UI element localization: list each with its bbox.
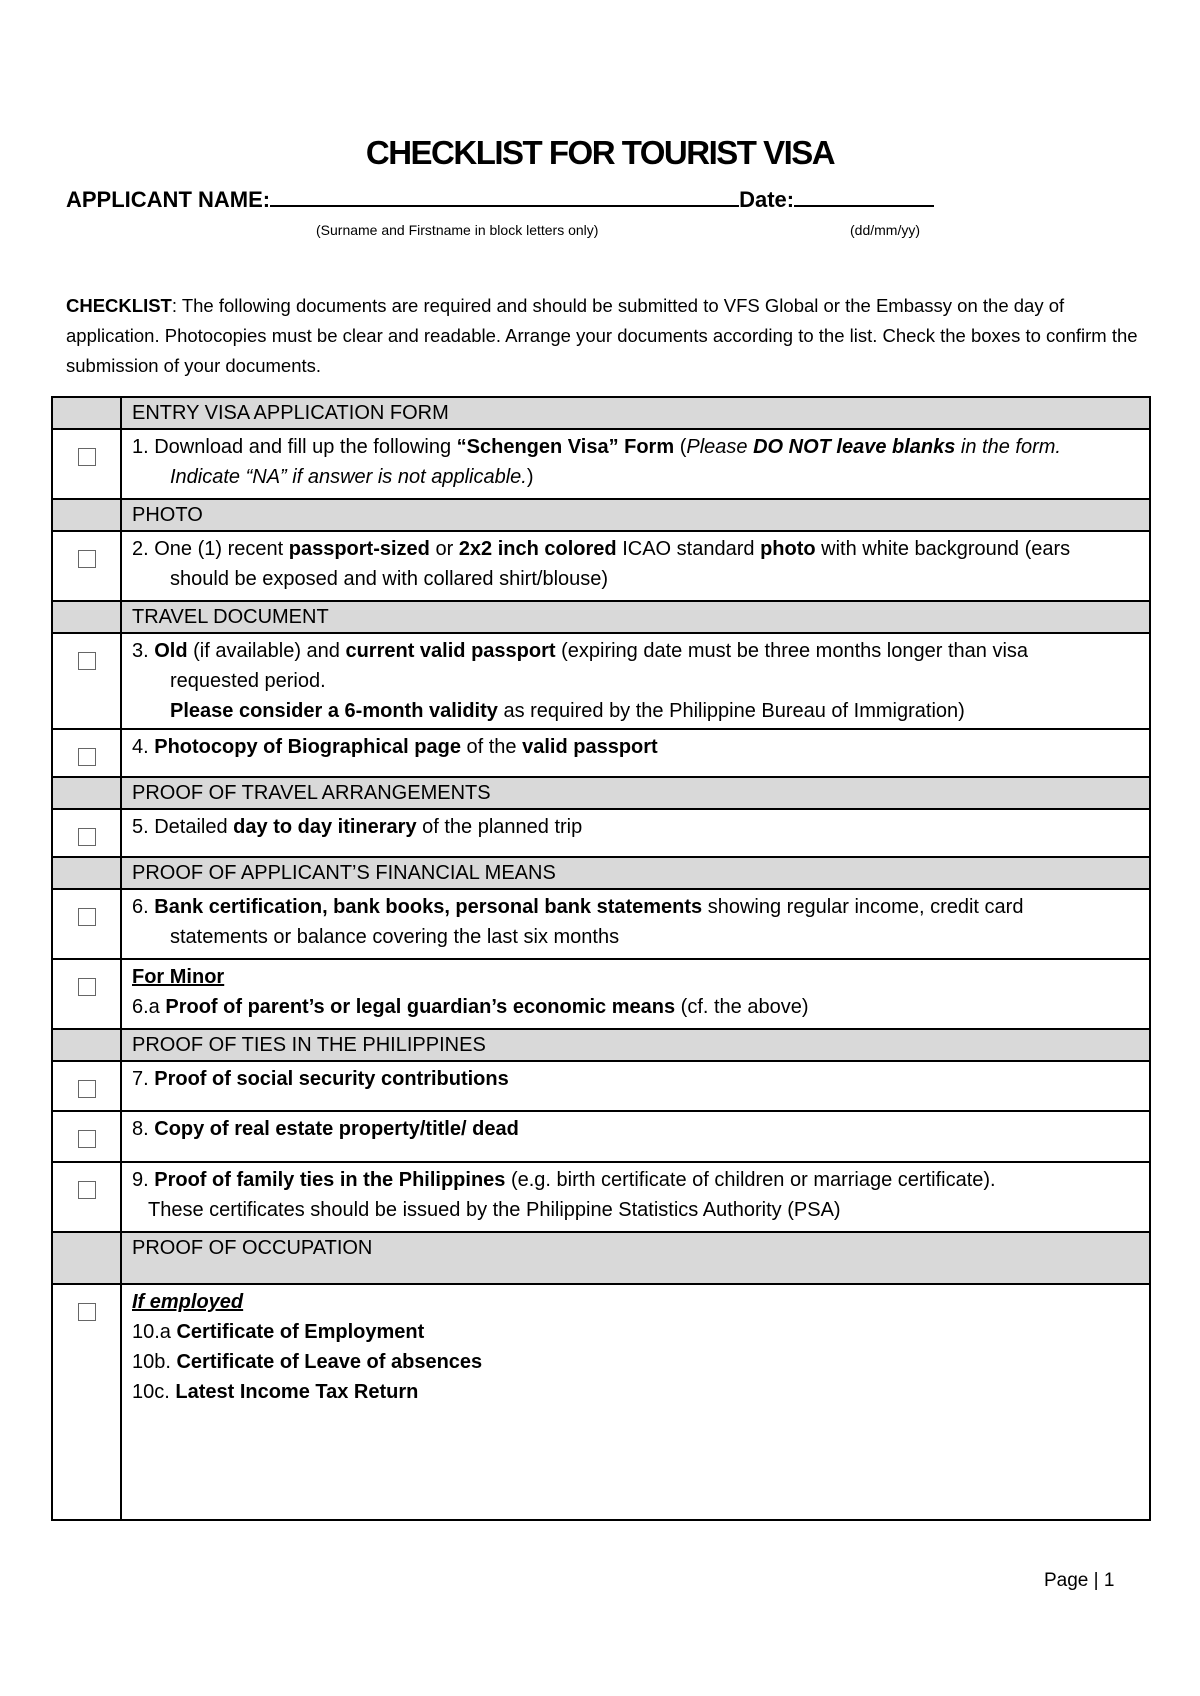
applicant-name-field[interactable]: [270, 185, 739, 207]
item-9-checkbox[interactable]: [78, 1181, 96, 1199]
section-row: [52, 397, 1150, 429]
section-row: [52, 1029, 1150, 1061]
section-financial-means: PROOF OF APPLICANT’S FINANCIAL MEANS: [121, 857, 1150, 889]
item-10-checkbox[interactable]: [78, 1303, 96, 1321]
item-5-checkbox[interactable]: [78, 828, 96, 846]
item-2-checkbox[interactable]: [78, 550, 96, 568]
intro-lead: CHECKLIST: [66, 295, 172, 316]
name-hint: (Surname and Firstname in block letters only): [316, 222, 599, 238]
checklist-intro: [66, 291, 1146, 381]
page-number: Page | 1: [1044, 1570, 1115, 1591]
item-1-checkbox[interactable]: [78, 448, 96, 466]
item-6-checkbox[interactable]: [78, 908, 96, 926]
item-3-text: 3. Old (if available) and current valid passport (expiring date must be three months longer than visa requested period. Please consider a 6-month validity as required by the Philippine Bureau of Immigration): [121, 633, 1150, 729]
checklist-item: [52, 1284, 1150, 1520]
item-6-text: 6. Bank certification, bank books, personal bank statements showing regular income, credit card statements or balance covering the last six months: [121, 889, 1150, 959]
checklist-item: [52, 959, 1150, 1029]
item-2-text: 2. One (1) recent passport-sized or 2x2 inch colored ICAO standard photo with white background (ears should be exposed and with collared shirt/blouse): [121, 531, 1150, 601]
item-9-text: 9. Proof of family ties in the Philippines (e.g. birth certificate of children or marriage certificate). These certificates should be issued by the Philippine Statistics Authority (PSA): [121, 1162, 1150, 1232]
item-7-checkbox[interactable]: [78, 1080, 96, 1098]
item-6a-checkbox[interactable]: [78, 978, 96, 996]
date-label: Date:: [739, 187, 795, 212]
item-3-checkbox[interactable]: [78, 652, 96, 670]
item-1-text: 1. Download and fill up the following “Schengen Visa” Form (Please DO NOT leave blanks in the form. Indicate “NA” if answer is not applicable.): [121, 429, 1150, 499]
section-ties-philippines: PROOF OF TIES IN THE PHILIPPINES: [121, 1029, 1150, 1061]
checklist-item: [52, 1061, 1150, 1111]
section-row: [52, 777, 1150, 809]
checklist-item: [52, 729, 1150, 777]
section-photo: PHOTO: [121, 499, 1150, 531]
intro-text: : The following documents are required and should be submitted to VFS Global or the Embassy on the day of application. Photocopies must be clear and readable. Arrange your documents according to the list. Check the boxes to confirm the submission of your documents.: [66, 295, 1138, 376]
section-row: [52, 1232, 1150, 1284]
applicant-row: [66, 185, 934, 213]
item-7-text: 7. Proof of social security contributions: [121, 1061, 1150, 1111]
item-8-checkbox[interactable]: [78, 1130, 96, 1148]
page-title: CHECKLIST FOR TOURIST VISA: [365, 134, 835, 171]
checklist-item: [52, 889, 1150, 959]
section-row: [52, 857, 1150, 889]
item-8-text: 8. Copy of real estate property/title/ dead: [121, 1111, 1150, 1162]
checklist-item: [52, 429, 1150, 499]
checklist-item: [52, 1111, 1150, 1162]
item-5-text: 5. Detailed day to day itinerary of the planned trip: [121, 809, 1150, 857]
applicant-name-label: APPLICANT NAME:: [66, 187, 271, 212]
checklist-table: [51, 396, 1151, 1521]
section-occupation: PROOF OF OCCUPATION: [121, 1232, 1150, 1284]
checklist-item: [52, 809, 1150, 857]
item-10-text: If employed 10.a Certificate of Employment 10b. Certificate of Leave of absences 10c. Latest Income Tax Return: [121, 1284, 1150, 1520]
section-travel-arrangements: PROOF OF TRAVEL ARRANGEMENTS: [121, 777, 1150, 809]
section-row: [52, 601, 1150, 633]
checklist-item: [52, 633, 1150, 729]
section-travel-document: TRAVEL DOCUMENT: [121, 601, 1150, 633]
section-entry-visa-form: ENTRY VISA APPLICATION FORM: [121, 397, 1150, 429]
item-4-text: 4. Photocopy of Biographical page of the valid passport: [121, 729, 1150, 777]
section-row: [52, 499, 1150, 531]
checklist-item: [52, 1162, 1150, 1232]
date-hint: (dd/mm/yy): [850, 222, 920, 238]
checklist-item: [52, 531, 1150, 601]
item-6a-text: For Minor 6.a Proof of parent’s or legal guardian’s economic means (cf. the above): [121, 959, 1150, 1029]
item-4-checkbox[interactable]: [78, 748, 96, 766]
date-field[interactable]: [794, 185, 934, 207]
